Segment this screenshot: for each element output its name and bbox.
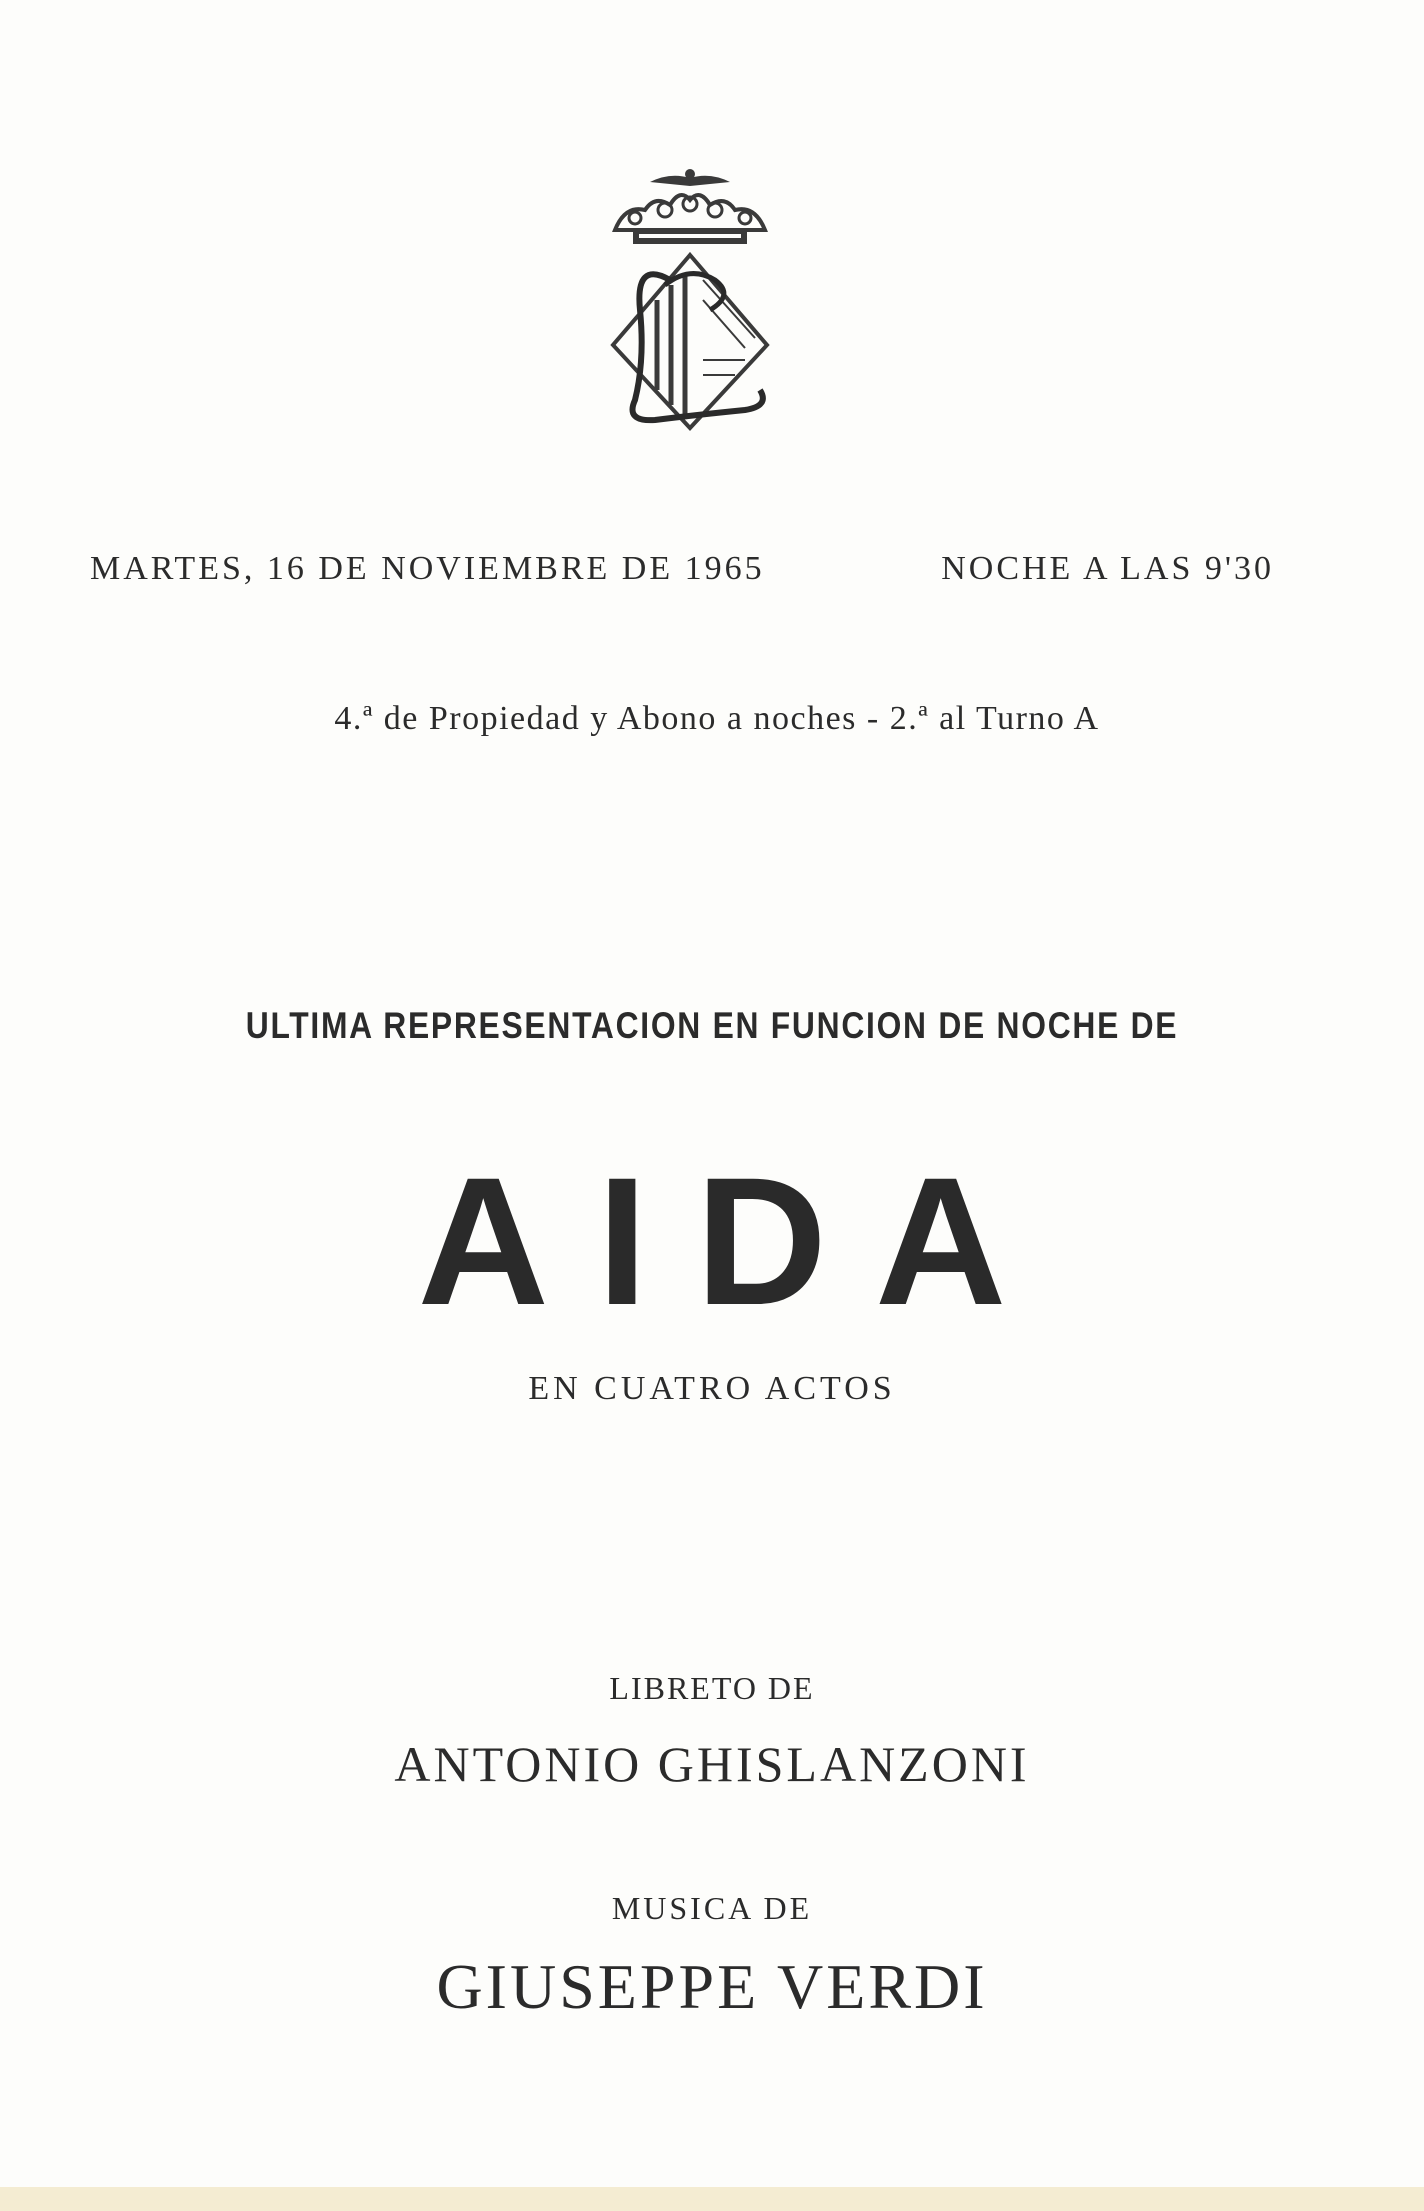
opera-title: AIDA <box>417 1139 1055 1343</box>
libretto-label: LIBRETO DE <box>609 1670 815 1706</box>
performance-date: MARTES, 16 DE NOVIEMBRE DE 1965 <box>90 550 765 587</box>
crest-emblem <box>595 160 785 435</box>
subscription-info: 4.ª de Propiedad y Abono a noches - 2.ª al Turno A <box>334 700 1100 737</box>
acts-subtitle: EN CUATRO ACTOS <box>528 1370 896 1407</box>
composer-name: GIUSEPPE VERDI <box>436 1951 988 2022</box>
librettist-name: ANTONIO GHISLANZONI <box>394 1736 1030 1792</box>
performance-preheading: ULTIMA REPRESENTACION EN FUNCION DE NOCHE DE <box>245 1005 1179 1046</box>
page-bottom-edge <box>0 2187 1424 2211</box>
music-label: MUSICA DE <box>611 1890 813 1926</box>
performance-time: NOCHE A LAS 9'30 <box>941 550 1274 587</box>
